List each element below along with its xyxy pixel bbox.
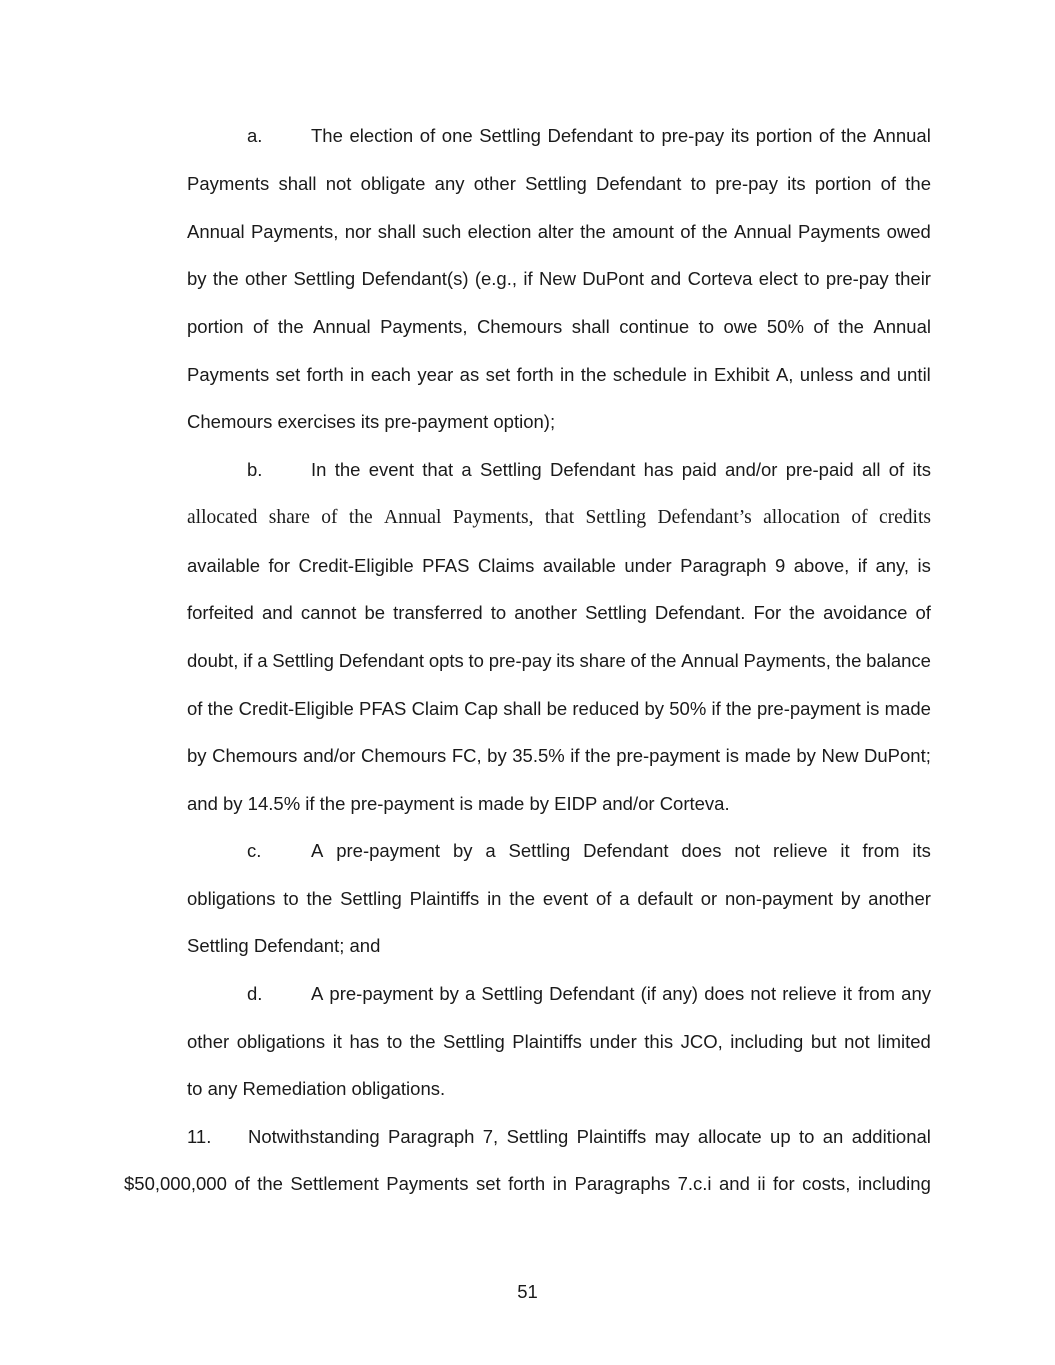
- item-d-line-3: to any Remediation obligations.: [187, 1078, 446, 1099]
- item-c-line-2: obligations to the Settling Plaintiffs in the event of a default or non-payment by another: [187, 888, 931, 909]
- paragraph-11-marker: 11.: [187, 1126, 212, 1147]
- item-a-marker: a.: [247, 125, 263, 146]
- item-b-line-1: In the event that a Settling Defendant has paid and/or pre-paid all of its: [311, 459, 931, 480]
- item-b-line-8: and by 14.5% if the pre-payment is made by EIDP and/or Corteva.: [187, 793, 730, 814]
- item-b-line-5: doubt, if a Settling Defendant opts to pre-pay its share of the Annual Payments, the balance: [187, 650, 931, 671]
- item-b-line-3: available for Credit-Eligible PFAS Claims available under Paragraph 9 above, if any, is: [187, 555, 931, 576]
- item-b-line-2: allocated share of the Annual Payments, that Settling Defendant’s allocation of credits: [187, 507, 931, 528]
- item-a-line-6: Payments set forth in each year as set forth in the schedule in Exhibit A, unless and until: [187, 364, 931, 385]
- item-c-line-1: A pre-payment by a Settling Defendant does not relieve it from its: [311, 840, 931, 861]
- item-b-line-4: forfeited and cannot be transferred to another Settling Defendant. For the avoidance of: [187, 602, 931, 623]
- item-c-marker: c.: [247, 840, 262, 861]
- item-b-line-6: of the Credit-Eligible PFAS Claim Cap shall be reduced by 50% if the pre-payment is made: [187, 698, 931, 719]
- item-a-line-5: portion of the Annual Payments, Chemours shall continue to owe 50% of the Annual: [187, 316, 931, 337]
- paragraph-11-line-1: Notwithstanding Paragraph 7, Settling Plaintiffs may allocate up to an additional: [248, 1126, 931, 1147]
- item-a-line-7: Chemours exercises its pre-payment option);: [187, 411, 556, 432]
- item-c-line-3: Settling Defendant; and: [187, 935, 381, 956]
- item-d-line-2: other obligations it has to the Settling Plaintiffs under this JCO, including but not limited: [187, 1031, 931, 1052]
- item-a-line-4: by the other Settling Defendant(s) (e.g., if New DuPont and Corteva elect to pre-pay their: [187, 268, 931, 289]
- item-d-line-1: A pre-payment by a Settling Defendant (if any) does not relieve it from any: [311, 983, 931, 1004]
- item-a-line-3: Annual Payments, nor shall such election alter the amount of the Annual Payments owed: [187, 221, 931, 242]
- item-a-line-1: The election of one Settling Defendant to pre-pay its portion of the Annual: [311, 125, 931, 146]
- paragraph-11-line-2: $50,000,000 of the Settlement Payments set forth in Paragraphs 7.c.i and ii for costs, including: [124, 1173, 931, 1194]
- page-number: 51: [517, 1281, 538, 1302]
- item-d-marker: d.: [247, 983, 263, 1004]
- item-b-marker: b.: [247, 459, 263, 480]
- item-a-line-2: Payments shall not obligate any other Settling Defendant to pre-pay its portion of the: [187, 173, 931, 194]
- item-b-line-7: by Chemours and/or Chemours FC, by 35.5% if the pre-payment is made by New DuPont;: [187, 745, 931, 766]
